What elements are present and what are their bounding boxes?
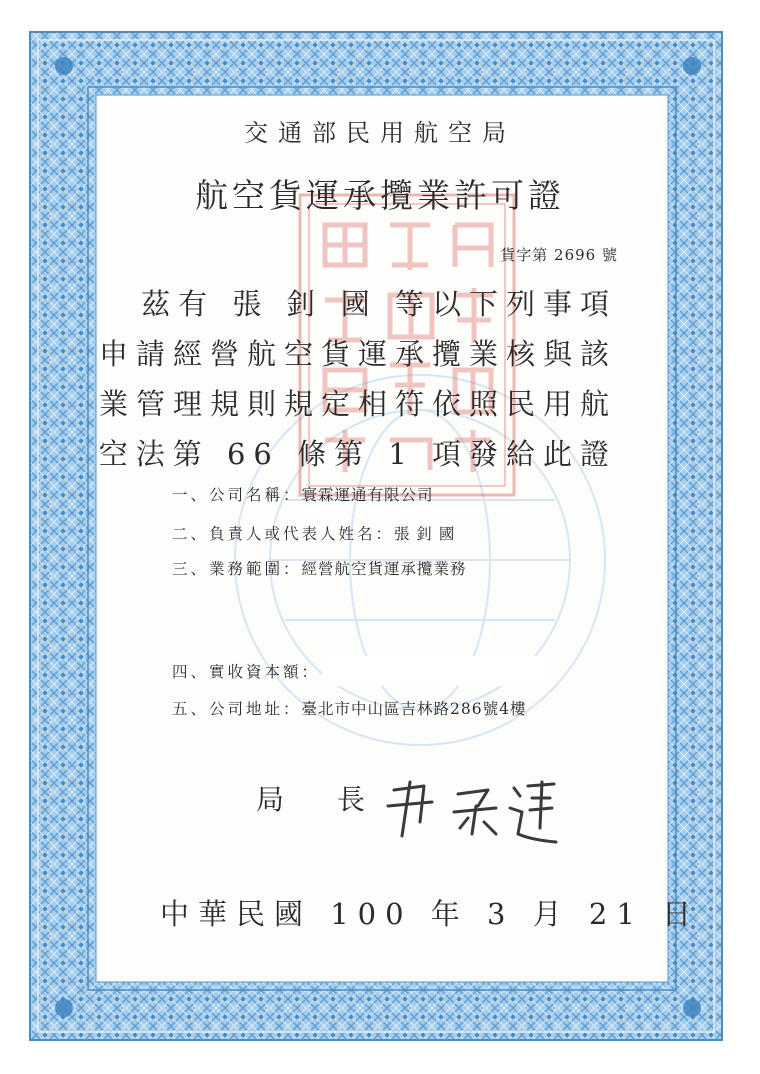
item-paid-in-capital	[172, 660, 320, 682]
item-value: 經營航空貨運承攬業務	[301, 560, 467, 578]
document-number: 貨字第 2696 號	[500, 246, 618, 264]
item-representative	[172, 522, 455, 544]
item-value: 臺北市中山區吉林路286號4樓	[301, 700, 527, 718]
item-value: 寰霖運通有限公司	[301, 486, 434, 504]
item-label: 五、公司地址：	[172, 700, 302, 718]
item-label: 一、公司名稱：	[172, 486, 302, 504]
item-business-scope	[172, 557, 467, 579]
body-line-1: 茲有 張 釗 國 等以下列事項	[141, 287, 617, 321]
handwritten-signature	[372, 772, 572, 852]
item-label: 四、實收資本額：	[172, 663, 321, 681]
body-line-2: 申請經營航空貨運承攬業核與該	[98, 337, 617, 371]
item-value: 張 釗 國	[394, 525, 456, 543]
item-company-name	[172, 483, 434, 505]
item-company-address	[172, 697, 526, 719]
body-line-4: 空法第 66 條第 1 項發給此證	[98, 437, 617, 471]
item-label: 三、業務範圍：	[172, 560, 302, 578]
body-line-3: 業管理規則規定相符依照民用航	[98, 387, 617, 421]
issuer-name: 交通部民用航空局	[244, 119, 516, 147]
item-label: 二、負責人或代表人姓名：	[172, 525, 395, 543]
redacted-capital-value	[322, 656, 544, 686]
signatory-title: 局 長	[256, 783, 387, 816]
issue-date: 中華民國 100 年 3 月 21 日	[160, 897, 701, 931]
certificate-title: 航空貨運承攬業許可證	[195, 176, 565, 215]
